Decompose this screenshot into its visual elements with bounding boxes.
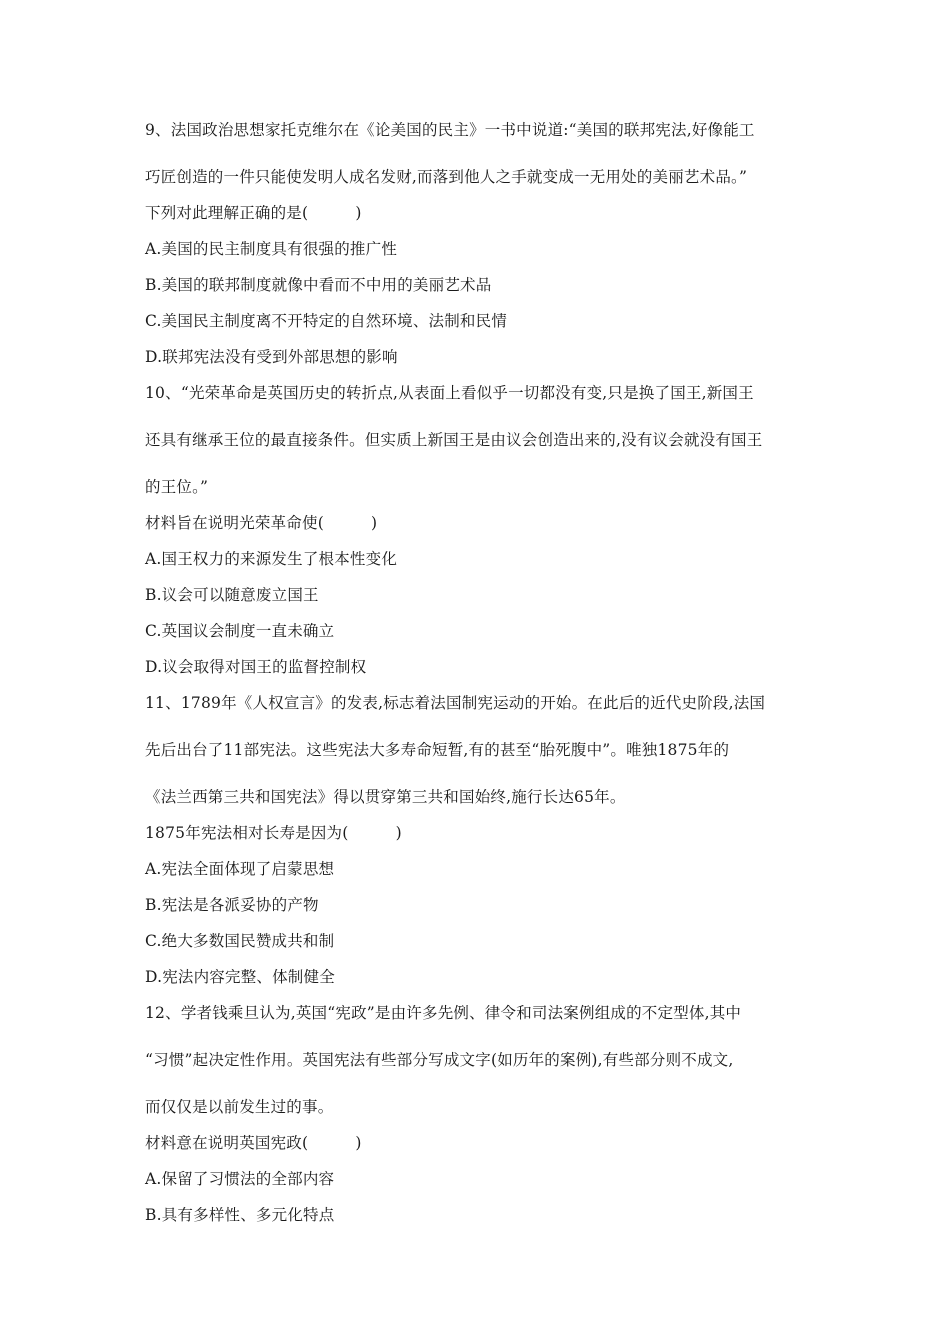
option-a: A.保留了习惯法的全部内容 xyxy=(145,1170,335,1188)
question-prompt: 下列对此理解正确的是( ) xyxy=(145,204,362,222)
question-stem-line: 还具有继承王位的最直接条件。但实质上新国王是由议会创造出来的,没有议会就没有国王 xyxy=(145,431,763,449)
question-stem-line: “习惯”起决定性作用。英国宪法有些部分写成文字(如历年的案例),有些部分则不成文, xyxy=(145,1051,734,1069)
question-11 xyxy=(145,692,810,988)
question-stem-line: 《法兰西第三共和国宪法》得以贯穿第三共和国始终,施行长达65年。 xyxy=(145,788,626,806)
option-b: B.美国的联邦制度就像中看而不中用的美丽艺术品 xyxy=(145,276,492,294)
option-c: C.绝大多数国民赞成共和制 xyxy=(145,932,335,950)
option-d: D.联邦宪法没有受到外部思想的影响 xyxy=(145,348,398,366)
option-c: C.美国民主制度离不开特定的自然环境、法制和民情 xyxy=(145,312,508,330)
option-b: B.议会可以随意废立国王 xyxy=(145,586,319,604)
option-c: C.英国议会制度一直未确立 xyxy=(145,622,335,640)
question-9 xyxy=(145,119,810,368)
option-a: A.美国的民主制度具有很强的推广性 xyxy=(145,240,398,258)
question-prompt: 1875年宪法相对长寿是因为( ) xyxy=(145,824,402,842)
document-page xyxy=(145,119,810,1240)
question-stem-line: 巧匠创造的一件只能使发明人成名发财,而落到他人之手就变成一无用处的美丽艺术品。” xyxy=(145,168,748,186)
option-b: B.具有多样性、多元化特点 xyxy=(145,1206,335,1224)
option-a: A.宪法全面体现了启蒙思想 xyxy=(145,860,335,878)
question-prompt: 材料旨在说明光荣革命使( ) xyxy=(145,514,378,532)
question-stem-line: 11、1789年《人权宣言》的发表,标志着法国制宪运动的开始。在此后的近代史阶段,法国 xyxy=(145,694,766,712)
question-stem-line: 12、学者钱乘旦认为,英国“宪政”是由许多先例、律令和司法案例组成的不定型体,其中 xyxy=(145,1004,742,1022)
question-stem-line: 10、“光荣革命是英国历史的转折点,从表面上看似乎一切都没有变,只是换了国王,新国王 xyxy=(145,384,754,402)
question-stem-line: 的王位。” xyxy=(145,478,209,496)
option-a: A.国王权力的来源发生了根本性变化 xyxy=(145,550,398,568)
question-prompt: 材料意在说明英国宪政( ) xyxy=(145,1134,362,1152)
question-stem-line: 而仅仅是以前发生过的事。 xyxy=(145,1098,334,1116)
option-d: D.宪法内容完整、体制健全 xyxy=(145,968,335,986)
option-d: D.议会取得对国王的监督控制权 xyxy=(145,658,367,676)
question-12 xyxy=(145,1002,810,1226)
option-b: B.宪法是各派妥协的产物 xyxy=(145,896,319,914)
question-10 xyxy=(145,382,810,678)
question-stem-line: 先后出台了11部宪法。这些宪法大多寿命短暂,有的甚至“胎死腹中”。唯独1875年的 xyxy=(145,741,730,759)
question-stem-line: 9、法国政治思想家托克维尔在《论美国的民主》一书中说道:“美国的联邦宪法,好像能工 xyxy=(145,121,755,139)
